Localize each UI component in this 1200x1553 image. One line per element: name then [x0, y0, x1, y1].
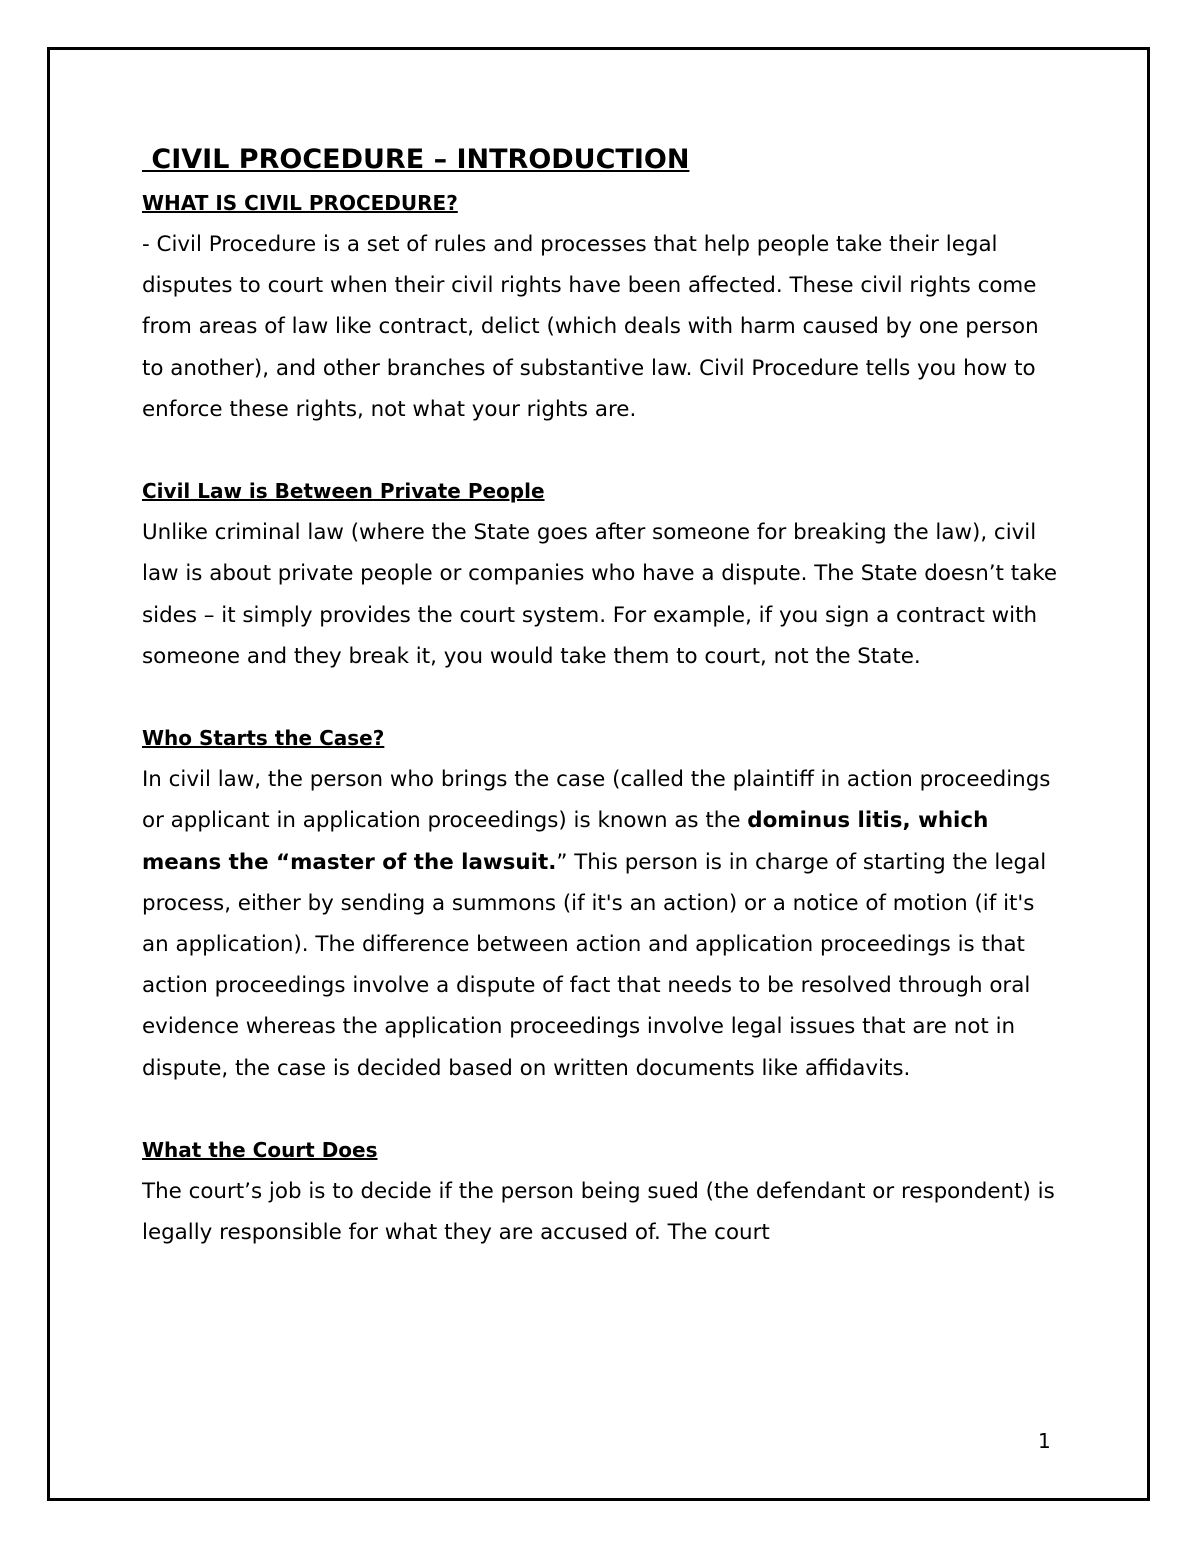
paragraph-text: In civil law, the person who brings the case (called the plaintiff in action proceedings or applicant in application proceedings) is known as the	[142, 767, 1051, 834]
paragraph-text: ” This person is in charge of starting the legal process, either by sending a summons (if it's an action) or a notice of motion (if it's an application). The difference between action and application proceedings is that action proceedings involve a dispute of fact that needs to be resolved through oral evidence whereas the application proceedings involve legal issues that are not in dispute, the case is decided based on written documents like affidavits.	[142, 849, 1047, 1081]
paragraph-gap	[142, 1089, 1062, 1130]
dominus-litis-emphasis: dominus litis, which means the “master of the lawsuit.	[142, 808, 989, 875]
section-heading-what-the-court-does: What the Court Does	[142, 1138, 378, 1163]
section-heading-civil-law-private-people: Civil Law is Between Private People	[142, 479, 545, 504]
document-body	[142, 138, 1062, 1253]
section-paragraph-what-is-civil-procedure: - Civil Procedure is a set of rules and processes that help people take their legal disputes to court when their civil rights have been affected. These civil rights come from areas of law like contract, delict (which deals with harm caused by one person to another), and other branches of substantive law. Civil Procedure tells you how to enforce these rights, not what your rights are.	[142, 232, 1039, 422]
section-paragraph-civil-law-private-people: Unlike criminal law (where the State goes after someone for breaking the law), civil law is about private people or companies who have a dispute. The State doesn’t take sides – it simply provides the court system. For example, if you sign a contract with someone and they break it, you would take them to court, not the State.	[142, 520, 1058, 669]
section-paragraph-what-the-court-does: The court’s job is to decide if the person being sued (the defendant or respondent) is legally responsible for what they are accused of. The court	[142, 1179, 1055, 1246]
paragraph-gap	[142, 677, 1062, 718]
section-heading-what-is-civil-procedure: WHAT IS CIVIL PROCEDURE?	[142, 191, 458, 215]
paragraph-gap	[142, 430, 1062, 471]
page-number: 1	[1038, 1429, 1051, 1453]
section-heading-who-starts-the-case: Who Starts the Case?	[142, 726, 385, 751]
section-paragraph-who-starts-the-case	[142, 759, 1062, 1089]
document-title: CIVIL PROCEDURE – INTRODUCTION	[142, 144, 690, 175]
